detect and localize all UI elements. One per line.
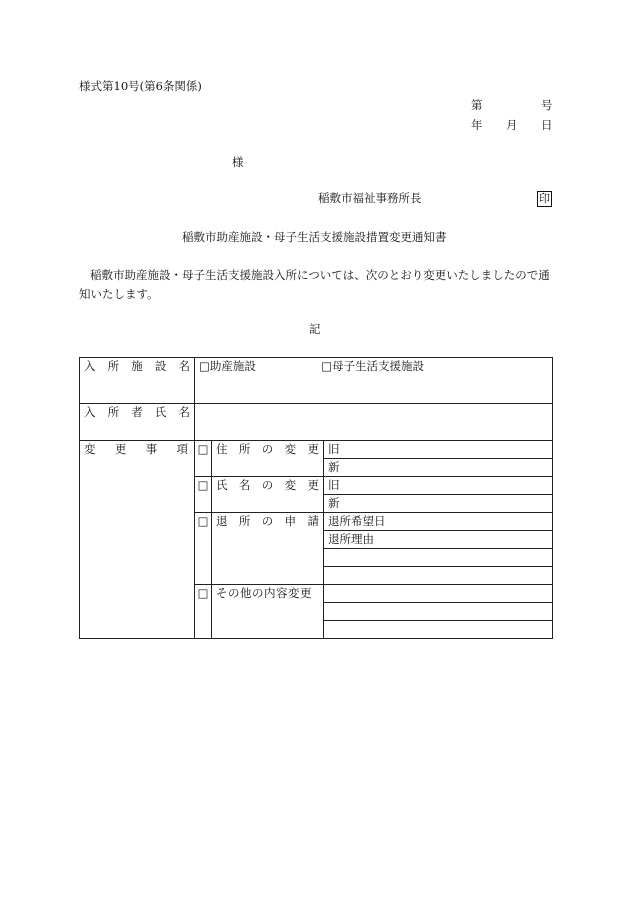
name-change-char: 変 — [284, 478, 297, 492]
addressee-suffix: 様 — [232, 155, 244, 169]
body-paragraph: 稲敷市助産施設・母子生活支援施設入所については、次のとおり変更いたしましたので通知いたします。 — [79, 268, 550, 301]
facility-label-char: 入 — [84, 359, 96, 373]
other-change-label: その他の内容変更 — [212, 585, 324, 639]
facility-label-char: 所 — [107, 359, 120, 373]
other-change-checkbox[interactable] — [195, 585, 212, 639]
name-change-char: 更 — [307, 478, 319, 492]
sender-name: 稲敷市福祉事務所長 — [318, 191, 422, 205]
other-change-line[interactable] — [324, 585, 553, 603]
leave-reason-line[interactable] — [324, 549, 553, 567]
leave-date-field[interactable] — [324, 513, 553, 531]
other-change-line[interactable] — [324, 621, 553, 639]
name-old-field[interactable] — [324, 477, 553, 495]
resident-label — [80, 404, 195, 441]
name-change-char: 名 — [238, 478, 251, 492]
name-change-char: 氏 — [216, 478, 228, 492]
other-change-line[interactable] — [324, 603, 553, 621]
checkbox-glyph: □ — [197, 514, 209, 528]
name-change-label — [212, 477, 324, 513]
leave-request-char: 請 — [307, 514, 319, 528]
facility-row — [80, 358, 553, 404]
resident-label-char: 氏 — [154, 405, 167, 419]
name-change-checkbox[interactable] — [195, 477, 212, 513]
checkbox-glyph: □ — [197, 478, 209, 492]
doc-number-suffix: 号 — [541, 98, 553, 112]
resident-label-char: 所 — [107, 405, 120, 419]
doc-number-prefix: 第 — [471, 98, 483, 112]
facility-option-midwifery: 助産施設 — [209, 359, 256, 373]
leave-date-label: 退所希望日 — [328, 514, 386, 528]
leave-reason-line[interactable] — [324, 567, 553, 585]
address-change-checkbox[interactable] — [195, 441, 212, 477]
leave-request-checkbox[interactable] — [195, 513, 212, 585]
old-label: 旧 — [328, 442, 340, 456]
facility-option-maternal: 母子生活支援施設 — [332, 359, 425, 373]
leave-reason-label: 退所理由 — [328, 532, 374, 546]
leave-request-char: 所 — [238, 514, 251, 528]
leave-request-char: 申 — [284, 514, 297, 528]
checkbox-glyph: □ — [197, 586, 209, 600]
facility-options — [195, 358, 553, 404]
date-year: 年 — [471, 118, 483, 132]
date-month: 月 — [506, 118, 518, 132]
change-label — [80, 441, 195, 639]
change-label-char: 更 — [114, 442, 127, 456]
change-label-char: 項 — [176, 442, 188, 456]
address-change-label — [212, 441, 324, 477]
leave-request-char: 退 — [216, 514, 228, 528]
address-old-field[interactable] — [324, 441, 553, 459]
leave-request-char: の — [261, 514, 274, 528]
resident-label-char: 者 — [131, 405, 143, 419]
resident-label-char: 名 — [178, 405, 190, 419]
facility-label-char: 施 — [131, 359, 143, 373]
new-label: 新 — [328, 460, 340, 474]
facility-checkbox-2[interactable]: □ — [321, 359, 333, 373]
address-change-char: 変 — [284, 442, 297, 456]
change-label-char: 事 — [145, 442, 158, 456]
seal-mark: 印 — [539, 192, 550, 205]
resident-row — [80, 404, 553, 441]
resident-name-field[interactable] — [195, 404, 553, 441]
leave-request-label — [212, 513, 324, 585]
checkbox-glyph: □ — [197, 442, 209, 456]
facility-label-char: 名 — [178, 359, 190, 373]
address-new-field[interactable] — [324, 459, 553, 477]
facility-label-char: 設 — [154, 359, 167, 373]
leave-reason-field[interactable] — [324, 531, 553, 549]
ki-heading: 記 — [309, 322, 321, 336]
address-change-char: の — [261, 442, 274, 456]
date-day: 日 — [541, 118, 553, 132]
new-label: 新 — [328, 496, 340, 510]
address-change-char: 所 — [238, 442, 251, 456]
change-label-char: 変 — [84, 442, 96, 456]
old-label: 旧 — [328, 478, 340, 492]
change-form-table — [79, 357, 553, 639]
address-change-char: 住 — [216, 442, 228, 456]
document-title: 稲敷市助産施設・母子生活支援施設措置変更通知書 — [182, 230, 447, 244]
facility-checkbox-1[interactable]: □ — [199, 359, 210, 373]
name-change-char: の — [261, 478, 274, 492]
facility-label — [80, 358, 195, 404]
form-number: 様式第10号(第6条関係) — [79, 79, 202, 93]
change-row-address-old — [80, 441, 553, 459]
name-new-field[interactable] — [324, 495, 553, 513]
address-change-char: 更 — [307, 442, 319, 456]
resident-label-char: 入 — [84, 405, 96, 419]
